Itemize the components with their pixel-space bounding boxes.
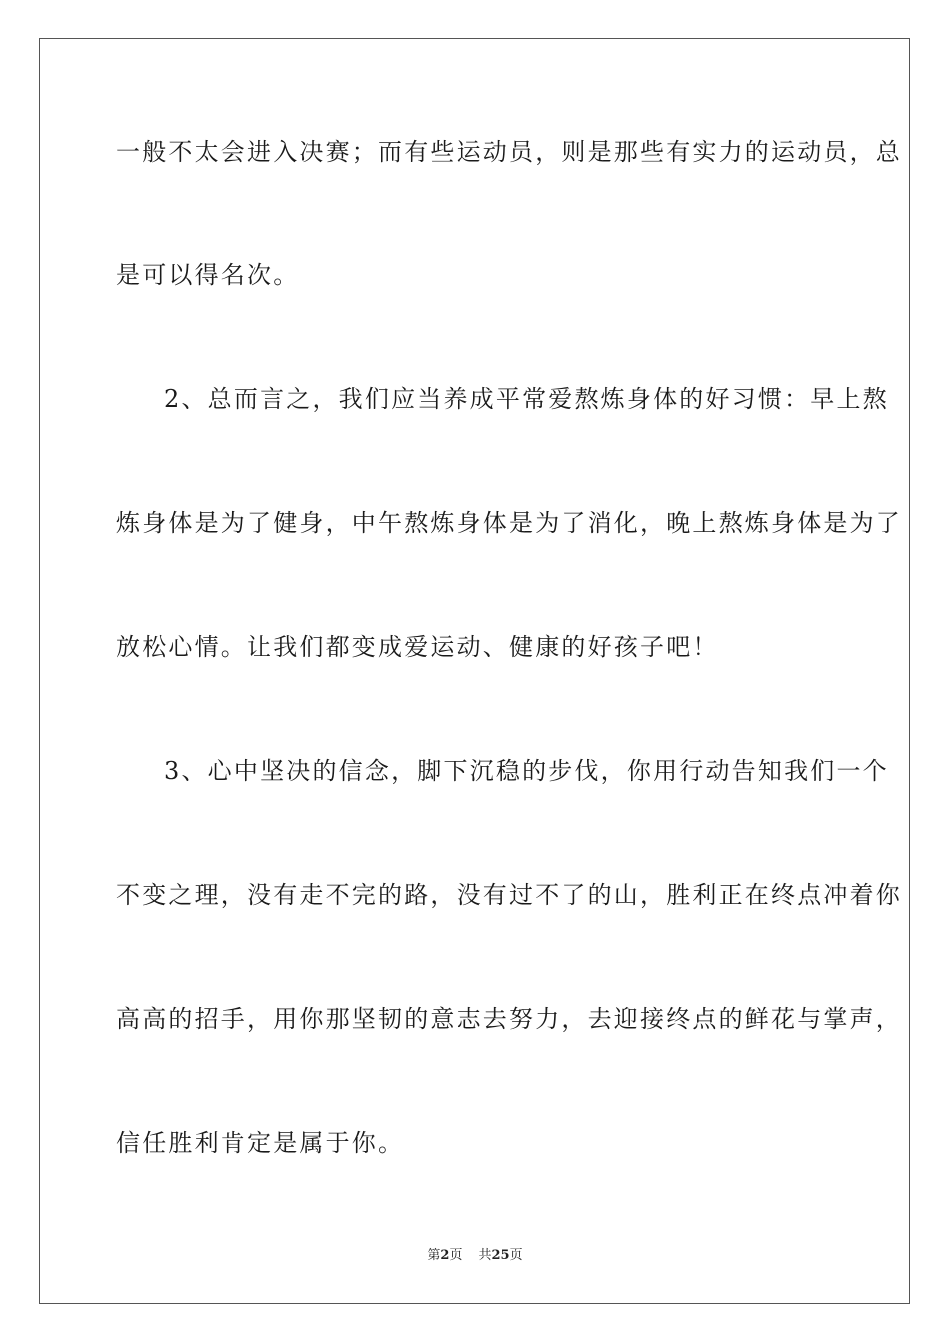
text-line-4: 炼身体是为了健身，中午熬炼身体是为了消化，晚上熬炼身体是为了 [116,509,902,537]
paragraph-3-first-line: 3、心中坚决的信念，脚下沉稳的步伐，你用行动告知我们一个 [164,757,889,785]
total-suffix: 页 [509,1248,523,1263]
total-pages: 25 [491,1248,510,1263]
text-line-9: 信任胜利肯定是属于你。 [116,1129,405,1157]
text-line-2: 是可以得名次。 [116,261,300,289]
text-line-1: 一般不太会进入决赛；而有些运动员，则是那些有实力的运动员，总 [116,138,902,166]
page-prefix: 第 [427,1248,441,1263]
page-footer [0,1247,950,1265]
page-frame [39,38,910,1304]
page-number: 2 [440,1248,450,1263]
text-line-5: 放松心情。让我们都变成爱运动、健康的好孩子吧！ [116,633,719,661]
total-prefix: 共 [478,1248,492,1263]
text-line-8: 高高的招手，用你那坚韧的意志去努力，去迎接终点的鲜花与掌声， [116,1005,902,1033]
paragraph-2-first-line: 2、总而言之，我们应当养成平常爱熬炼身体的好习惯：早上熬 [164,385,889,413]
page-suffix: 页 [449,1248,463,1263]
text-line-7: 不变之理，没有走不完的路，没有过不了的山，胜利正在终点冲着你 [116,881,902,909]
